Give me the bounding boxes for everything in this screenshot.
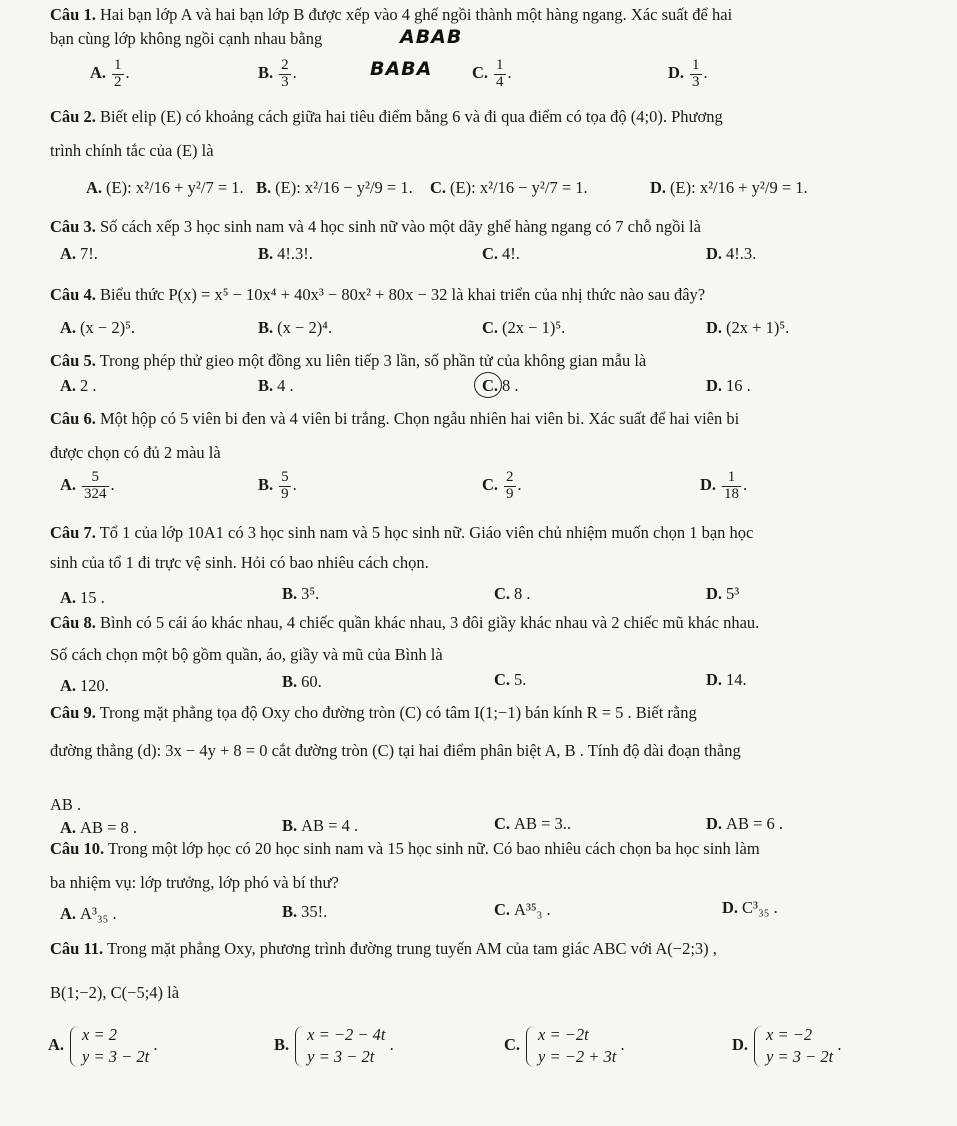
question-7-line-1: Câu 7. Tổ 1 của lớp 10A1 có 3 học sinh nam và 5 học sinh nữ. Giáo viên chủ nhiệm muốn chọn 1 bạn học <box>50 523 754 542</box>
question-1-line-1: Câu 1. Hai bạn lớp A và hai bạn lớp B được xếp vào 4 ghế ngồi thành một hàng ngang. Xác suất để hai <box>50 5 733 24</box>
question-9-line-3: AB . <box>50 795 82 814</box>
q3-option-a: A. 7!. <box>60 244 98 263</box>
q7-option-b: B. 3⁵. <box>282 584 320 603</box>
q3-option-d: D. 4!.3. <box>706 244 757 263</box>
q7-option-a: A. 15 . <box>60 588 105 607</box>
question-1-line-2: bạn cùng lớp không ngồi cạnh nhau bằng <box>50 29 323 48</box>
question-2-line-2: trình chính tắc của (E) là <box>50 141 214 160</box>
q9-option-c: C. AB = 3.. <box>494 814 572 833</box>
q5-option-d: D. 16 . <box>706 376 751 395</box>
q10-option-d: D. C³₃₅ . <box>722 898 778 917</box>
q11-option-c: C. x = −2t y = −2 + 3t . <box>504 1024 625 1069</box>
question-8-line-2: Số cách chọn một bộ gồm quần, áo, giầy và mũ của Bình là <box>50 645 443 664</box>
q10-option-a: A. A³₃₅ . <box>60 904 117 923</box>
question-11-line-1: Câu 11. Trong mặt phẳng Oxy, phương trình đường trung tuyến AM của tam giác ABC với A(−2;3) , <box>50 939 717 958</box>
question-2-line-1: Câu 2. Biết elip (E) có khoảng cách giữa hai tiêu điểm bằng 6 và đi qua điểm có tọa độ (4;0). Phương <box>50 107 723 126</box>
q8-option-c: C. 5. <box>494 670 527 689</box>
q1-option-a: A. $\frac{1}{2}$ . <box>90 57 130 90</box>
handwritten-note-abab: ABAB <box>400 26 463 48</box>
question-6-line-1: Câu 6. Một hộp có 5 viên bi đen và 4 viên bi trắng. Chọn ngẫu nhiên hai viên bi. Xác suất để hai viên bi <box>50 409 740 428</box>
q5-option-b: B. 4 . <box>258 376 294 395</box>
question-3-line-1: Câu 3. Số cách xếp 3 học sinh nam và 4 học sinh nữ vào một dãy ghế hàng ngang có 7 chỗ ngồi là <box>50 217 701 236</box>
q6-option-c: C. $\frac{2}{9}$ . <box>482 469 522 502</box>
q7-option-d: D. 5³ <box>706 584 740 603</box>
question-4-line-1: Câu 4. Biểu thức P(x) = x⁵ − 10x⁴ + 40x³ − 80x² + 80x − 32 là khai triển của nhị thức nào sau đây? <box>50 285 706 304</box>
q5-option-c: C. 8 . <box>482 376 519 395</box>
q11-option-b: B. x = −2 − 4t y = 3 − 2t . <box>274 1024 394 1069</box>
q8-option-d: D. 14. <box>706 670 747 689</box>
q11-option-d: D. x = −2 y = 3 − 2t . <box>732 1024 841 1069</box>
q4-option-a: A. (x − 2)⁵. <box>60 318 135 337</box>
q4-option-c: C. (2x − 1)⁵. <box>482 318 566 337</box>
q9-option-d: D. AB = 6 . <box>706 814 784 833</box>
handwritten-note-baba: BABA <box>370 58 433 80</box>
question-10-line-2: ba nhiệm vụ: lớp trưởng, lớp phó và bí thư? <box>50 873 339 892</box>
q10-option-c: C. A³⁵₃ . <box>494 900 551 919</box>
q10-option-b: B. 35!. <box>282 902 328 921</box>
q1-option-d: D. $\frac{1}{3}$ . <box>668 57 708 90</box>
q1-option-b: B. $\frac{2}{3}$ . <box>258 57 297 90</box>
q2-option-b: B. (E): x²/16 − y²/9 = 1. <box>256 178 413 197</box>
question-6-line-2: được chọn có đủ 2 màu là <box>50 443 221 462</box>
q8-option-a: A. 120. <box>60 676 109 695</box>
q6-option-a: A. $\frac{5}{324}$ . <box>60 469 115 502</box>
question-10-line-1: Câu 10. Trong một lớp học có 20 học sinh nam và 15 học sinh nữ. Có bao nhiêu cách chọn ba học sinh làm <box>50 839 760 858</box>
question-5-line-1: Câu 5. Trong phép thử gieo một đồng xu liên tiếp 3 lần, số phần tử của không gian mẫu là <box>50 351 647 370</box>
q7-option-c: C. 8 . <box>494 584 531 603</box>
q3-option-b: B. 4!.3!. <box>258 244 313 263</box>
q5-option-a: A. 2 . <box>60 376 97 395</box>
question-7-line-2: sinh của tổ 1 đi trực vệ sinh. Hỏi có bao nhiêu cách chọn. <box>50 553 429 572</box>
question-9-line-1: Câu 9. Trong mặt phẳng tọa độ Oxy cho đường tròn (C) có tâm I(1;−1) bán kính R = 5 . Biết rằng <box>50 703 697 722</box>
q4-option-d: D. (2x + 1)⁵. <box>706 318 790 337</box>
q4-option-b: B. (x − 2)⁴. <box>258 318 333 337</box>
q2-option-c: C. (E): x²/16 − y²/7 = 1. <box>430 178 588 197</box>
q2-option-d: D. (E): x²/16 + y²/9 = 1. <box>650 178 808 197</box>
q2-option-a: A. (E): x²/16 + y²/7 = 1. <box>86 178 244 197</box>
q6-option-b: B. $\frac{5}{9}$ . <box>258 469 297 502</box>
question-11-line-2: B(1;−2), C(−5;4) là <box>50 983 180 1002</box>
q3-option-c: C. 4!. <box>482 244 520 263</box>
q1-option-c: C. $\frac{1}{4}$ . <box>472 57 512 90</box>
question-8-line-1: Câu 8. Bình có 5 cái áo khác nhau, 4 chiếc quần khác nhau, 3 đôi giầy khác nhau và 2 chiếc mũ khác nhau. <box>50 613 760 632</box>
q6-option-d: D. $\frac{1}{18}$ . <box>700 469 748 502</box>
q8-option-b: B. 60. <box>282 672 322 691</box>
question-9-line-2: đường thẳng (d): 3x − 4y + 8 = 0 cắt đường tròn (C) tại hai điểm phân biệt A, B . Tính độ dài đoạn thẳng <box>50 741 741 760</box>
q9-option-b: B. AB = 4 . <box>282 816 359 835</box>
q11-option-a: A. x = 2 y = 3 − 2t . <box>48 1024 157 1069</box>
q9-option-a: A. AB = 8 . <box>60 818 138 837</box>
